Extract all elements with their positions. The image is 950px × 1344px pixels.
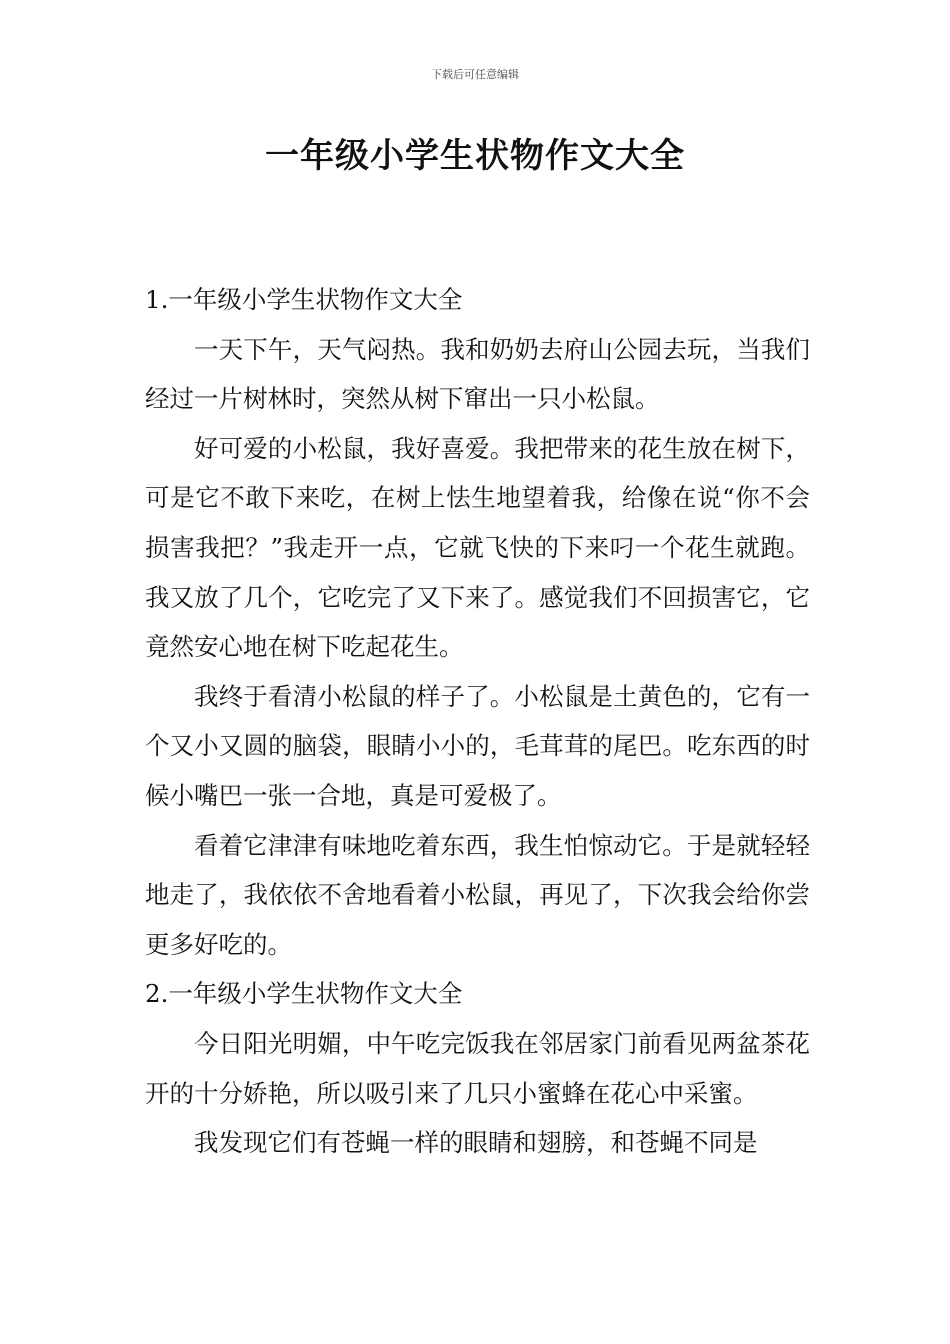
section-heading: 2.一年级小学生状物作文大全 <box>145 979 463 1009</box>
paragraph: 我发现它们有苍蝇一样的眼睛和翅膀，和苍蝇不同是 <box>194 1128 758 1158</box>
paragraph: 好可爱的小松鼠，我好喜爱。我把带来的花生放在树下，可是它不敢下来吃，在树上怯生地望着我，给像在说“你不会损害我把？”我走开一点，它就飞快的下来叼一个花生就跑。我又放了几个，它吃完了又下来了。感觉我们不回损害它，它竟然安心地在树下吃起花生。 <box>145 433 810 662</box>
paragraph: 今日阳光明媚，中午吃完饭我在邻居家门前看见两盆茶花开的十分娇艳，所以吸引来了几只小蜜蜂在花心中采蜜。 <box>145 1028 810 1108</box>
section-heading: 1.一年级小学生状物作文大全 <box>145 285 463 314</box>
paragraph: 看着它津津有味地吃着东西，我生怕惊动它。于是就轻轻地走了，我依依不舍地看着小松鼠，再见了，下次我会给你尝更多好吃的。 <box>145 830 810 959</box>
document-body <box>145 275 810 1168</box>
paragraph: 一天下午，天气闷热。我和奶奶去府山公园去玩，当我们经过一片树林时，突然从树下窜出一只小松鼠。 <box>145 334 810 414</box>
document-title: 一年级小学生状物作文大全 <box>265 136 685 176</box>
header-note: 下载后可任意编辑 <box>431 68 519 81</box>
paragraph: 我终于看清小松鼠的样子了。小松鼠是土黄色的，它有一个又小又圆的脑袋，眼睛小小的，毛茸茸的尾巴。吃东西的时候小嘴巴一张一合地，真是可爱极了。 <box>145 681 810 810</box>
